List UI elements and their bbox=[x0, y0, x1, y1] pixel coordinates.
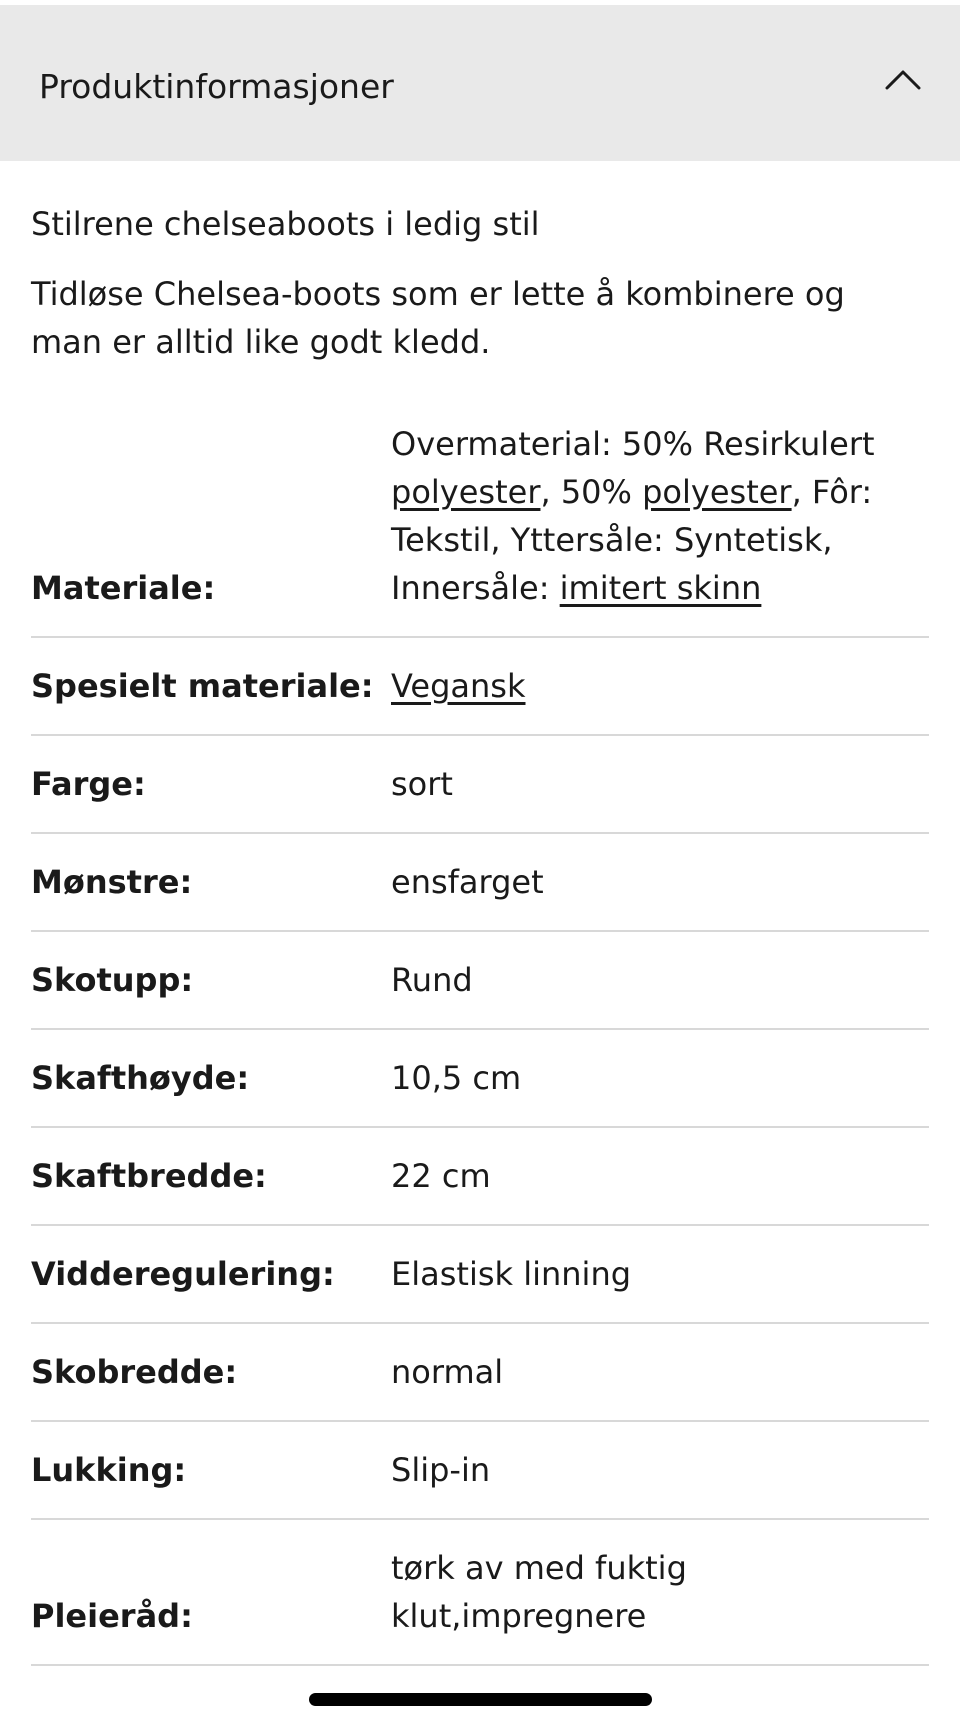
spec-row-care bbox=[31, 1520, 929, 1666]
spec-row-shaft-height bbox=[31, 1030, 929, 1128]
accordion-header[interactable] bbox=[0, 5, 960, 161]
home-indicator bbox=[309, 1693, 652, 1706]
spec-value-shoe-width: normal bbox=[391, 1353, 504, 1391]
material-link-imitert-skinn[interactable]: imitert skinn bbox=[559, 569, 762, 607]
spec-label: Materiale: bbox=[31, 569, 216, 607]
spec-value-care: tørk av med fuktig klut,impregnere bbox=[391, 1549, 687, 1635]
chevron-up-icon[interactable] bbox=[885, 68, 921, 90]
product-info-content bbox=[0, 200, 960, 1666]
spec-value-toe: Rund bbox=[391, 961, 473, 999]
spec-label: Pleieråd: bbox=[31, 1597, 193, 1635]
spec-row-special-material bbox=[31, 638, 929, 736]
spec-table bbox=[31, 420, 929, 1666]
spec-value-pattern: ensfarget bbox=[391, 863, 544, 901]
material-text: , 50% bbox=[540, 473, 643, 511]
product-description: Tidløse Chelsea-boots som er lette å kombinere og man er alltid like godt kledd. bbox=[31, 275, 845, 361]
spec-row-toe bbox=[31, 932, 929, 1030]
spec-row-color bbox=[31, 736, 929, 834]
spec-value-color: sort bbox=[391, 765, 453, 803]
spec-value-width-adjustment: Elastisk linning bbox=[391, 1255, 632, 1293]
product-headline: Stilrene chelseaboots i ledig stil bbox=[31, 205, 540, 243]
spec-label: Mønstre: bbox=[31, 863, 193, 901]
spec-value-shaft-width: 22 cm bbox=[391, 1157, 491, 1195]
material-text: , Fôr: Tekstil, Yttersåle: Syntetisk, Innersåle: bbox=[391, 473, 873, 607]
spec-label: Skafthøyde: bbox=[31, 1059, 250, 1097]
spec-label: Skaftbredde: bbox=[31, 1157, 267, 1195]
spec-value-closure: Slip-in bbox=[391, 1451, 491, 1489]
spec-value-shaft-height: 10,5 cm bbox=[391, 1059, 522, 1097]
spec-label: Lukking: bbox=[31, 1451, 187, 1489]
material-link-polyester[interactable]: polyester bbox=[642, 473, 792, 511]
spec-row-closure bbox=[31, 1422, 929, 1520]
spec-value-material bbox=[391, 420, 929, 612]
spec-row-pattern bbox=[31, 834, 929, 932]
spec-label: Farge: bbox=[31, 765, 146, 803]
spec-label: Spesielt materiale: bbox=[31, 667, 374, 705]
spec-value-special-material bbox=[391, 662, 929, 710]
spec-row-width-adjustment bbox=[31, 1226, 929, 1324]
vegansk-link[interactable]: Vegansk bbox=[391, 667, 526, 705]
spec-row-shaft-width bbox=[31, 1128, 929, 1226]
accordion-title: Produktinformasjoner bbox=[39, 67, 394, 106]
spec-row-shoe-width bbox=[31, 1324, 929, 1422]
material-link-polyester[interactable]: polyester bbox=[391, 473, 541, 511]
material-text: Overmaterial: 50% Resirkulert bbox=[391, 425, 875, 463]
spec-label: Vidderegulering: bbox=[31, 1255, 335, 1293]
spec-label: Skotupp: bbox=[31, 961, 194, 999]
spec-label: Skobredde: bbox=[31, 1353, 238, 1391]
spec-row-material bbox=[31, 420, 929, 638]
